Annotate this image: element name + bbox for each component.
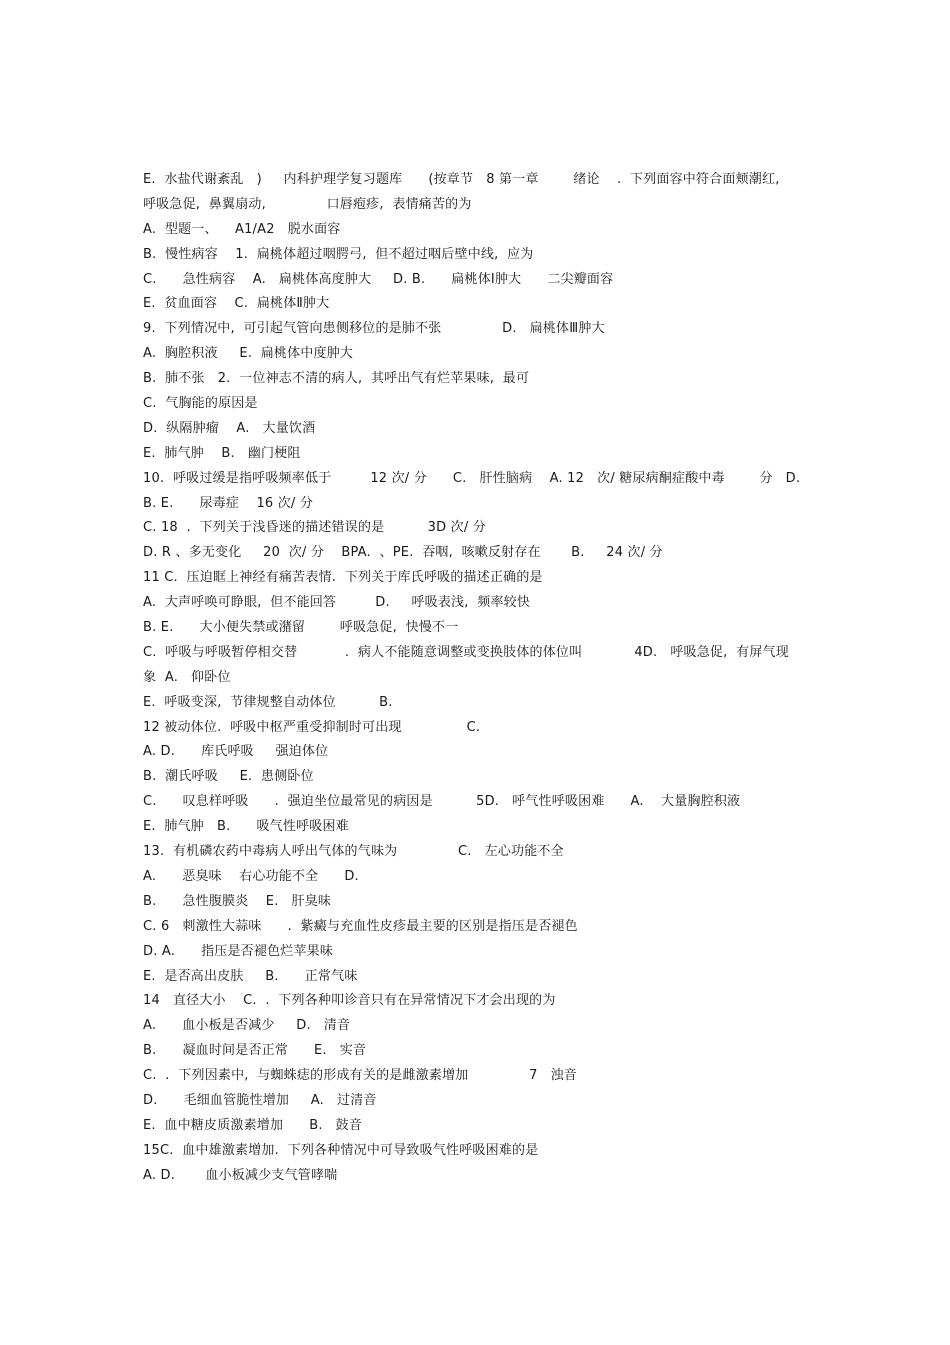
text-line: C. 急性病容 A. 扁桃体高度肿大 D. B. 扁桃体Ⅰ肿大 二尖瓣面容 — [143, 271, 614, 287]
text-line: A. 胸腔积液 E. 扁桃体中度肿大 — [143, 346, 354, 362]
text-line: 呼吸急促, 鼻翼扇动, 口唇疱疹, 表情痛苦的为 — [143, 196, 472, 212]
text-line: B. E. 大小便失禁或潴留 呼吸急促, 快慢不一 — [143, 620, 459, 636]
text-line: 14 直径大小 C. . 下列各种叩诊音只有在异常情况下才会出现的为 — [143, 993, 556, 1009]
text-line: A. 型题一、 A1/A2 脱水面容 — [143, 221, 341, 237]
text-line: D. 纵隔肿瘤 A. 大量饮酒 — [143, 420, 316, 436]
text-line: C. 叹息样呼吸 . 强迫坐位最常见的病因是 5D. 呼气性呼吸困难 A. 大量胸腔积液 — [143, 794, 741, 810]
text-line: E. 肺气肿 B. 幽门梗阻 — [143, 445, 301, 461]
text-line: A. 大声呼唤可睁眼, 但不能回答 D. 呼吸表浅, 频率较快 — [143, 595, 531, 611]
text-line: A. D. 血小板减少支气管哮喘 — [143, 1167, 338, 1183]
text-line: B. 凝血时间是否正常 E. 实音 — [143, 1043, 367, 1059]
text-line: 11 C. 压迫眶上神经有痛苦表情. 下列关于库氏呼吸的描述正确的是 — [143, 570, 543, 586]
text-line: E. 贫血面容 C. 扁桃体Ⅱ肿大 — [143, 296, 330, 312]
document-body — [143, 168, 803, 1189]
text-line: C. . 下列因素中, 与蜘蛛痣的形成有关的是雌激素增加 7 浊音 — [143, 1068, 577, 1084]
text-line: E. 是否高出皮肤 B. 正常气味 — [143, 968, 358, 984]
text-line: C. 呼吸与呼吸暂停相交替 . 病人不能随意调整或变换肢体的体位叫 4D. 呼吸急促, 有屏气现 — [143, 644, 789, 660]
text-line: E. 水盐代谢紊乱 ) 内科护理学复习题库 (按章节 8 第一章 绪论 . 下列面容中符合面颊潮红, — [143, 172, 780, 187]
text-line: 9. 下列情况中, 可引起气管向患侧移位的是肺不张 D. 扁桃体Ⅲ肿大 — [143, 321, 605, 337]
text-line: D. R 、多无变化 20 次/ 分 BPA. 、PE. 吞咽, 咳嗽反射存在 B. 24 次/ 分 — [143, 545, 663, 561]
text-line: A. 血小板是否减少 D. 清音 — [143, 1018, 351, 1034]
text-line: C. 18 . 下列关于浅昏迷的描述错误的是 3D 次/ 分 — [143, 520, 486, 536]
text-line: 13. 有机磷农药中毒病人呼出气体的气味为 C. 左心功能不全 — [143, 844, 564, 860]
text-line: B. 慢性病容 1. 扁桃体超过咽腭弓, 但不超过咽后壁中线, 应为 — [143, 246, 534, 262]
text-line: A. D. 库氏呼吸 强迫体位 — [143, 744, 329, 760]
text-line: B. 急性腹膜炎 E. 肝臭味 — [143, 893, 332, 909]
text-line: B. 潮氏呼吸 E. 患侧卧位 — [143, 769, 314, 785]
text-line: 15C. 血中雄激素增加. 下列各种情况中可导致吸气性呼吸困难的是 — [143, 1142, 539, 1158]
text-line: 12 被动体位. 呼吸中枢严重受抑制时可出现 C. — [143, 719, 481, 735]
text-line: 10. 呼吸过缓是指呼吸频率低于 12 次/ 分 C. 肝性脑病 A. 12 次/ 糖尿病酮症酸中毒 分 D. — [143, 470, 801, 486]
text-line: B. 肺不张 2. 一位神志不清的病人, 其呼出气有烂苹果味, 最可 — [143, 371, 530, 387]
text-line: D. A. 指压是否褪色烂苹果味 — [143, 943, 334, 959]
text-line: 象 A. 仰卧位 — [143, 669, 231, 685]
text-line: B. E. 尿毒症 16 次/ 分 — [143, 495, 314, 511]
text-line: E. 肺气肿 B. 吸气性呼吸困难 — [143, 819, 349, 835]
text-line: E. 血中糖皮质激素增加 B. 鼓音 — [143, 1117, 363, 1133]
text-line: E. 呼吸变深, 节律规整自动体位 B. — [143, 694, 393, 710]
text-line: A. 恶臭味 右心功能不全 D. — [143, 868, 359, 884]
text-line: C. 6 刺激性大蒜味 . 紫癜与充血性皮疹最主要的区别是指压是否褪色 — [143, 918, 578, 934]
text-line: D. 毛细血管脆性增加 A. 过清音 — [143, 1092, 377, 1108]
text-line: C. 气胸能的原因是 — [143, 396, 258, 412]
